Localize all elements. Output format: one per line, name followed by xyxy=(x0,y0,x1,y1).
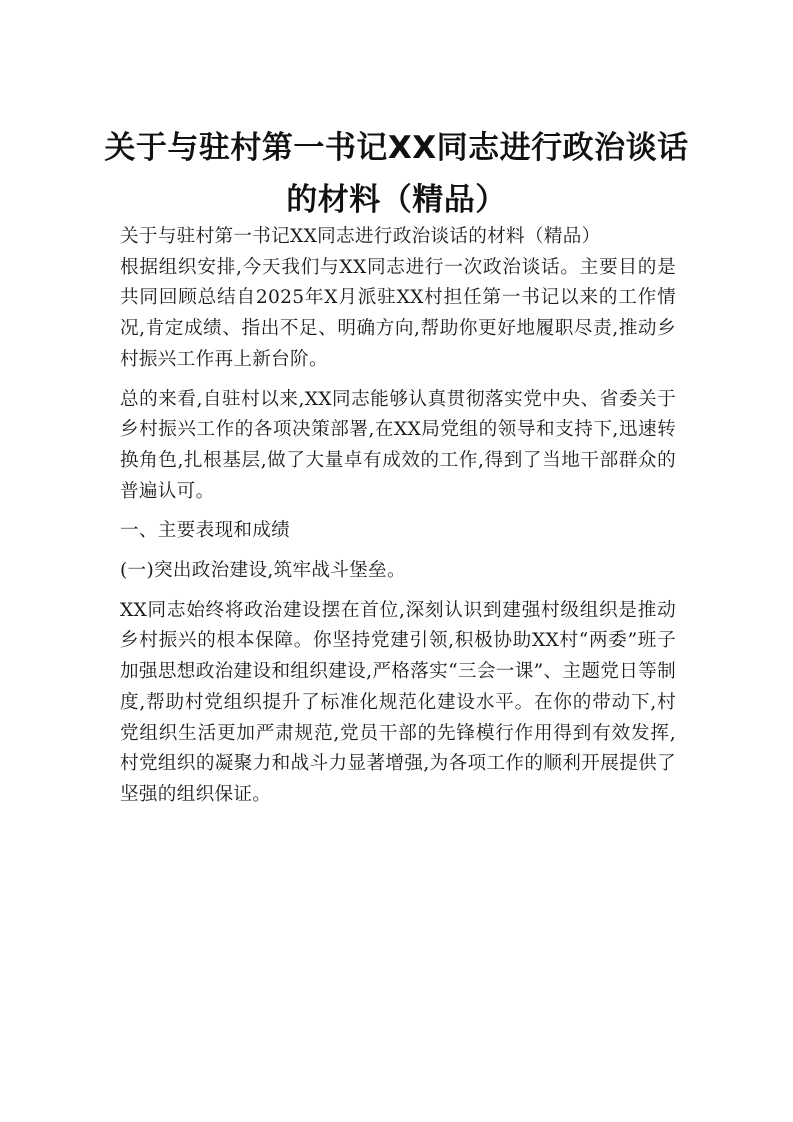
paragraph-repeat-title: 关于与驻村第一书记XX同志进行政治谈话的材料（精品） xyxy=(120,226,601,247)
section-heading-1: 一、主要表现和成绩 xyxy=(120,520,291,542)
paragraph-political-building: XX同志始终将政治建设摆在首位,深刻认识到建强村级组织是推动乡村振兴的根本保障。你坚持党建引领,积极协助XX村“两委”班子加强思想政治建设和组织建设,严格落实“三会一课”、主题党日等制度,帮助村党组织提升了标准化规范化建设水平。在你的带动下,村党组织生活更加严肃规范,党员干部的先锋模行作用得到有效发挥,村党组织的凝聚力和战斗力显著增强,为各项工作的顺利开展提供了坚强的组织保证。 xyxy=(120,599,676,805)
subsection-heading-1: (一)突出政治建设,筑牢战斗堡垒。 xyxy=(120,560,406,582)
paragraph-overview: 总的来看,自驻村以来,XX同志能够认真贯彻落实党中央、省委关于乡村振兴工作的各项决策部署,在XX局党组的领导和支持下,迅速转换角色,扎根基层,做了大量卓有成效的工作,得到了当地干部群众的普遍认可。 xyxy=(120,388,676,502)
document-body xyxy=(120,222,676,811)
document-title xyxy=(80,122,713,226)
paragraph-intro: 根据组织安排,今天我们与XX同志进行一次政治谈话。主要目的是共同回顾总结自2025年X月派驻XX村担任第一书记以来的工作情况,肯定成绩、指出不足、明确方向,帮助你更好地履职尽责,推动乡村振兴工作再上新台阶。 xyxy=(120,256,676,370)
title-line-2: 的材料（精品） xyxy=(286,182,507,218)
title-line-1: 关于与驻村第一书记XX同志进行政治谈话 xyxy=(104,130,689,166)
